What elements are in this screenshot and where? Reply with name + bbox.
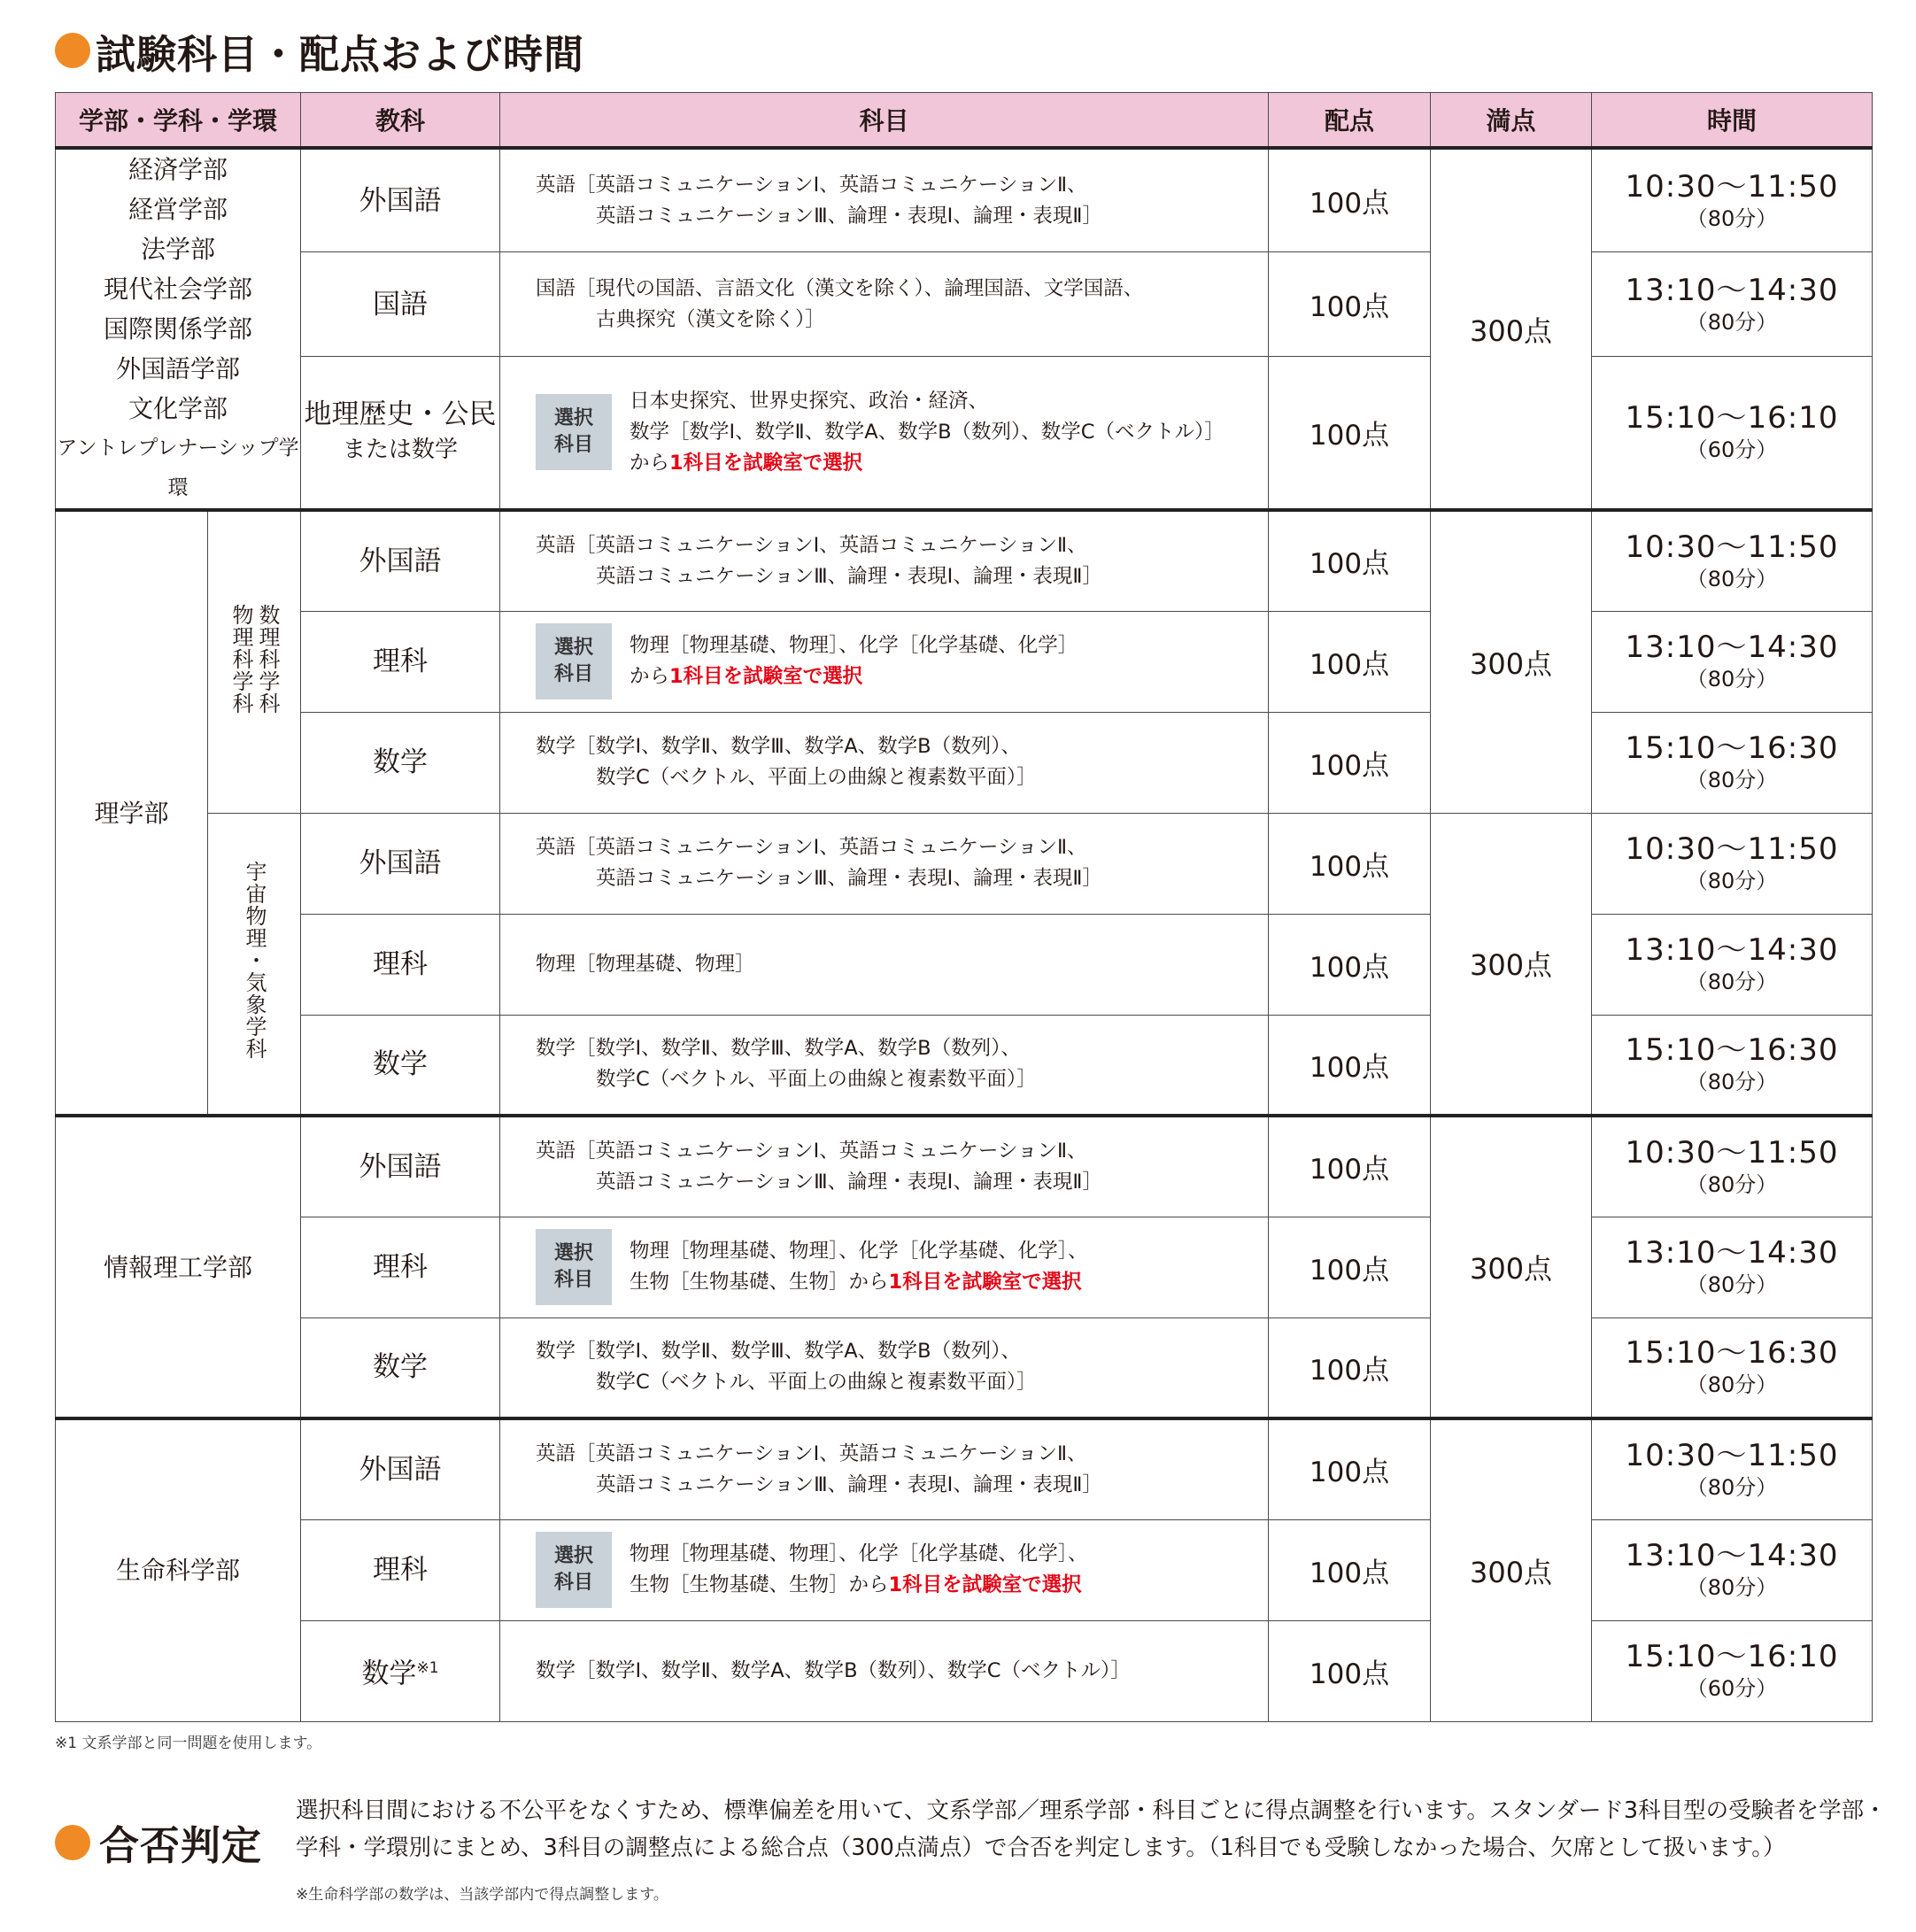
course-cell (500, 1217, 1269, 1318)
time-cell (1592, 1418, 1873, 1519)
course-line: 英語［英語コミュニケーションⅠ、英語コミュニケーションⅡ、 (536, 836, 1087, 859)
time-range: 15:10～16:10 (1625, 1639, 1839, 1674)
course-select (536, 1532, 1268, 1608)
course-cell (500, 356, 1269, 510)
time-duration: （80分） (1686, 1372, 1778, 1398)
course-line: 英語［英語コミュニケーションⅠ、英語コミュニケーションⅡ、 (536, 1441, 1087, 1465)
faculty-name: 国際関係学部 (104, 314, 253, 344)
course-select (536, 386, 1268, 479)
points-cell: 100点 (1269, 148, 1431, 252)
points-cell: 100点 (1269, 1116, 1431, 1217)
dept-cell (208, 813, 301, 1116)
subject-cell (301, 356, 500, 510)
group-info (56, 1116, 1873, 1418)
time-duration: （80分） (1686, 566, 1778, 591)
points-cell: 100点 (1269, 1318, 1431, 1418)
time-duration: （60分） (1686, 1676, 1778, 1701)
badge-line: 科目 (554, 663, 594, 685)
table-row (56, 148, 1873, 252)
course-text: 生物［生物基礎、生物］から (630, 1573, 889, 1596)
course-line (630, 661, 1078, 692)
course-line: 数学［数学Ⅰ、数学Ⅱ、数学A、数学B（数列）、数学C（ベクトル）］ (536, 1658, 1131, 1682)
full-marks-cell: 300点 (1431, 1418, 1592, 1721)
time-cell (1592, 813, 1873, 914)
table-row (56, 252, 1873, 357)
time-range: 15:10～16:10 (1625, 400, 1839, 437)
header-manten: 満点 (1431, 93, 1592, 149)
subject-cell (301, 1620, 500, 1721)
section-title (55, 19, 584, 81)
subject-cell: 外国語 (301, 510, 500, 611)
faculty-name: 外国語学部 (116, 354, 241, 383)
course-line (630, 1570, 1088, 1601)
orange-bullet-icon (55, 1825, 90, 1860)
time-duration: （80分） (1686, 768, 1778, 792)
points-cell: 100点 (1269, 252, 1431, 357)
subject-line: または数学 (343, 437, 459, 464)
subject-cell: 外国語 (301, 813, 500, 914)
judge-title (55, 1813, 262, 1871)
table-row (56, 712, 1873, 813)
course-cell (500, 252, 1269, 357)
time-range: 15:10～16:30 (1625, 1032, 1839, 1069)
course-cell (500, 510, 1269, 611)
course-line: 英語［英語コミュニケーションⅠ、英語コミュニケーションⅡ、 (536, 533, 1087, 557)
time-duration: （80分） (1686, 1171, 1778, 1197)
full-marks-cell: 300点 (1431, 510, 1592, 813)
header-kamoku: 科目 (500, 93, 1269, 149)
course-line (630, 448, 1225, 479)
time-range: 10:30～11:50 (1625, 529, 1839, 565)
judge-title-text: 合否判定 (99, 1822, 263, 1869)
select-note: 1科目を試験室で選択 (888, 1573, 1082, 1596)
subject-cell: 数学 (301, 1015, 500, 1116)
full-marks-cell: 300点 (1431, 813, 1592, 1116)
faculty-name: 現代社会学部 (104, 274, 253, 304)
table-row (56, 914, 1873, 1015)
group-life (56, 1418, 1873, 1721)
course-text: から (630, 451, 670, 475)
course-line: 英語コミュニケーションⅢ、論理・表現Ⅰ、論理・表現Ⅱ］ (596, 204, 1102, 228)
select-badge (536, 623, 612, 699)
course-line: 英語［英語コミュニケーションⅠ、英語コミュニケーションⅡ、 (536, 1139, 1087, 1163)
course-line: 古典探究（漢文を除く）］ (596, 307, 825, 331)
course-line (630, 1267, 1088, 1298)
table-row (56, 1217, 1873, 1318)
subject-cell: 理科 (301, 1519, 500, 1620)
badge-line: 科目 (554, 1572, 594, 1594)
time-range: 10:30～11:50 (1625, 1437, 1839, 1473)
course-line: 物理［物理基礎、物理］、化学［化学基礎、化学］ (630, 634, 1078, 657)
points-cell: 100点 (1269, 510, 1431, 611)
time-range: 13:10～14:30 (1625, 272, 1839, 308)
time-duration: （80分） (1686, 869, 1778, 893)
time-range: 10:30～11:50 (1625, 1134, 1839, 1171)
course-cell (500, 1519, 1269, 1620)
time-duration: （60分） (1686, 437, 1778, 463)
judge-note: ※生命科学部の数学は、当該学部内で得点調整します。 (296, 1886, 668, 1904)
time-range: 10:30～11:50 (1625, 168, 1839, 205)
subject-cell: 数学 (301, 1318, 500, 1418)
time-cell (1592, 356, 1873, 510)
time-cell (1592, 1015, 1873, 1116)
course-line: 英語コミュニケーションⅢ、論理・表現Ⅰ、論理・表現Ⅱ］ (596, 1170, 1102, 1194)
course-line: 数学C（ベクトル、平面上の曲線と複素数平面）］ (596, 1371, 1037, 1395)
time-cell (1592, 1116, 1873, 1217)
time-range: 13:10～14:30 (1625, 932, 1839, 968)
course-cell (500, 1015, 1269, 1116)
subject-line: 地理歴史・公民 (304, 398, 497, 431)
table-row (56, 356, 1873, 510)
course-line: 英語コミュニケーションⅢ、論理・表現Ⅰ、論理・表現Ⅱ］ (596, 1472, 1102, 1496)
group-science (56, 510, 1873, 1116)
full-marks-cell: 300点 (1431, 148, 1592, 510)
course-line: 数学［数学Ⅰ、数学Ⅱ、数学Ⅲ、数学A、数学B（数列）、 (536, 735, 1021, 758)
time-cell (1592, 1217, 1873, 1318)
faculty-name: 経営学部 (128, 195, 228, 224)
course-line: 物理［物理基礎、物理］、化学［化学基礎、化学］、 (630, 1542, 1088, 1565)
time-cell (1592, 611, 1873, 712)
faculty-name: アントレプレナーシップ学環 (57, 437, 299, 499)
header-kyouka: 教科 (301, 93, 500, 149)
course-line: 英語コミュニケーションⅢ、論理・表現Ⅰ、論理・表現Ⅱ］ (596, 564, 1102, 588)
faculty-list (56, 148, 301, 510)
course-cell (500, 914, 1269, 1015)
points-cell: 100点 (1269, 914, 1431, 1015)
table-row (56, 1318, 1873, 1418)
course-line: 物理［物理基礎、物理］、化学［化学基礎、化学］、 (630, 1240, 1088, 1263)
header-jikan: 時間 (1592, 93, 1873, 149)
badge-line: 選択 (554, 1545, 594, 1567)
course-cell (500, 1418, 1269, 1519)
course-line: 英語［英語コミュニケーションⅠ、英語コミュニケーションⅡ、 (536, 173, 1087, 197)
course-line: 数学［数学Ⅰ、数学Ⅱ、数学A、数学B（数列）、数学C（ベクトル）］ (630, 420, 1225, 444)
course-line: 物理［物理基礎、物理］ (536, 952, 755, 976)
faculty-name: 文化学部 (128, 394, 228, 423)
time-duration: （80分） (1686, 1070, 1778, 1095)
select-note: 1科目を試験室で選択 (888, 1271, 1082, 1294)
judge-description: 選択科目間における不公平をなくすため、標準偏差を用いて、文系学部／理系学部・科目ごとに得点調整を行います。スタンダード3科目型の受験者を学部・学科・学環別にまとめ、3科目の調整点による総合点（300点満点）で合否を判定します。（1科目でも受験しなかった場合、欠席として扱います。） (296, 1797, 1887, 1861)
time-cell (1592, 1318, 1873, 1418)
select-badge (536, 394, 612, 470)
time-range: 13:10～14:30 (1625, 1538, 1839, 1573)
table-row (56, 510, 1873, 611)
course-cell (500, 1318, 1269, 1418)
section-title-text: 試験科目・配点および時間 (96, 30, 585, 78)
subject-cell: 数学 (301, 712, 500, 813)
table-row (56, 1418, 1873, 1519)
orange-bullet-icon (55, 33, 90, 68)
select-note: 1科目を試験室で選択 (669, 451, 863, 475)
course-line: 英語コミュニケーションⅢ、論理・表現Ⅰ、論理・表現Ⅱ］ (596, 867, 1102, 890)
footnote: ※1 文系学部と同一問題を使用します。 (55, 1735, 322, 1752)
course-line: 数学［数学Ⅰ、数学Ⅱ、数学Ⅲ、数学A、数学B（数列）、 (536, 1340, 1021, 1364)
subject-cell: 外国語 (301, 1418, 500, 1519)
header-faculty: 学部・学科・学環 (56, 93, 301, 149)
points-cell: 100点 (1269, 813, 1431, 914)
dept-name: 宇宙物理・気象学科 (242, 861, 267, 1061)
points-cell: 100点 (1269, 1418, 1431, 1519)
table-row (56, 1015, 1873, 1116)
faculty-name: 法学部 (141, 235, 216, 264)
table-row (56, 611, 1873, 712)
time-cell (1592, 712, 1873, 813)
subject-cell: 外国語 (301, 1116, 500, 1217)
course-select (536, 623, 1268, 699)
time-cell (1592, 914, 1873, 1015)
footnote-mark: ※1 (416, 1658, 439, 1677)
time-range: 13:10～14:30 (1625, 630, 1839, 665)
faculty-name: 理学部 (56, 510, 208, 1116)
time-cell (1592, 1519, 1873, 1620)
dept-cell (208, 510, 301, 813)
table-row (56, 1620, 1873, 1721)
select-badge (536, 1229, 612, 1305)
points-cell: 100点 (1269, 1015, 1431, 1116)
course-cell (500, 813, 1269, 914)
dept-name: 数理科学科 (255, 603, 280, 715)
group-humanities (56, 148, 1873, 510)
time-cell (1592, 252, 1873, 357)
time-duration: （80分） (1686, 1474, 1778, 1500)
points-cell: 100点 (1269, 356, 1431, 510)
points-cell: 100点 (1269, 712, 1431, 813)
course-line: 国語［現代の国語、言語文化（漢文を除く）、論理国語、文学国語、 (536, 276, 1144, 300)
time-range: 15:10～16:30 (1625, 1335, 1839, 1372)
course-cell (500, 712, 1269, 813)
points-cell: 100点 (1269, 1519, 1431, 1620)
time-range: 13:10～14:30 (1625, 1235, 1839, 1271)
time-duration: （80分） (1686, 309, 1778, 335)
table-row (56, 1519, 1873, 1620)
course-line: 日本史探究、世界史探究、政治・経済、 (630, 389, 989, 413)
subject-cell: 外国語 (301, 148, 500, 252)
dept-name: 物理科学科 (228, 603, 253, 715)
faculty-name: 生命科学部 (56, 1418, 301, 1721)
course-line: 数学C（ベクトル、平面上の曲線と複素数平面）］ (596, 766, 1037, 789)
badge-line: 科目 (554, 434, 594, 457)
subject-text: 数学 (361, 1658, 417, 1690)
select-note: 1科目を試験室で選択 (669, 665, 863, 688)
full-marks-cell: 300点 (1431, 1116, 1592, 1418)
course-text: 生物［生物基礎、生物］から (630, 1271, 889, 1294)
badge-line: 科目 (554, 1269, 594, 1291)
faculty-name: 経済学部 (128, 155, 228, 184)
course-select (536, 1229, 1268, 1305)
time-range: 10:30～11:50 (1625, 831, 1839, 867)
course-line: 数学［数学Ⅰ、数学Ⅱ、数学Ⅲ、数学A、数学B（数列）、 (536, 1037, 1021, 1061)
time-duration: （80分） (1686, 970, 1778, 994)
course-cell (500, 148, 1269, 252)
faculty-name: 情報理工学部 (56, 1116, 301, 1418)
table-header-row (56, 93, 1873, 149)
points-cell: 100点 (1269, 1620, 1431, 1721)
time-duration: （80分） (1686, 1272, 1778, 1297)
subject-cell: 理科 (301, 1217, 500, 1318)
select-badge (536, 1532, 612, 1608)
exam-table (55, 92, 1873, 1722)
badge-line: 選択 (554, 407, 594, 430)
course-line: 数学C（ベクトル、平面上の曲線と複素数平面）］ (596, 1068, 1037, 1092)
badge-line: 選択 (554, 637, 594, 659)
table-row (56, 1116, 1873, 1217)
course-cell (500, 611, 1269, 712)
course-text: から (630, 665, 670, 688)
time-range: 15:10～16:30 (1625, 730, 1839, 766)
time-cell (1592, 510, 1873, 611)
time-cell (1592, 148, 1873, 252)
table-row (56, 813, 1873, 914)
time-duration: （80分） (1686, 205, 1778, 231)
course-cell (500, 1116, 1269, 1217)
course-cell (500, 1620, 1269, 1721)
time-cell (1592, 1620, 1873, 1721)
time-duration: （80分） (1686, 667, 1778, 692)
header-haiten: 配点 (1269, 93, 1431, 149)
subject-cell: 理科 (301, 611, 500, 712)
points-cell: 100点 (1269, 611, 1431, 712)
time-duration: （80分） (1686, 1575, 1778, 1600)
subject-cell: 国語 (301, 252, 500, 357)
points-cell: 100点 (1269, 1217, 1431, 1318)
badge-line: 選択 (554, 1242, 594, 1264)
subject-cell: 理科 (301, 914, 500, 1015)
